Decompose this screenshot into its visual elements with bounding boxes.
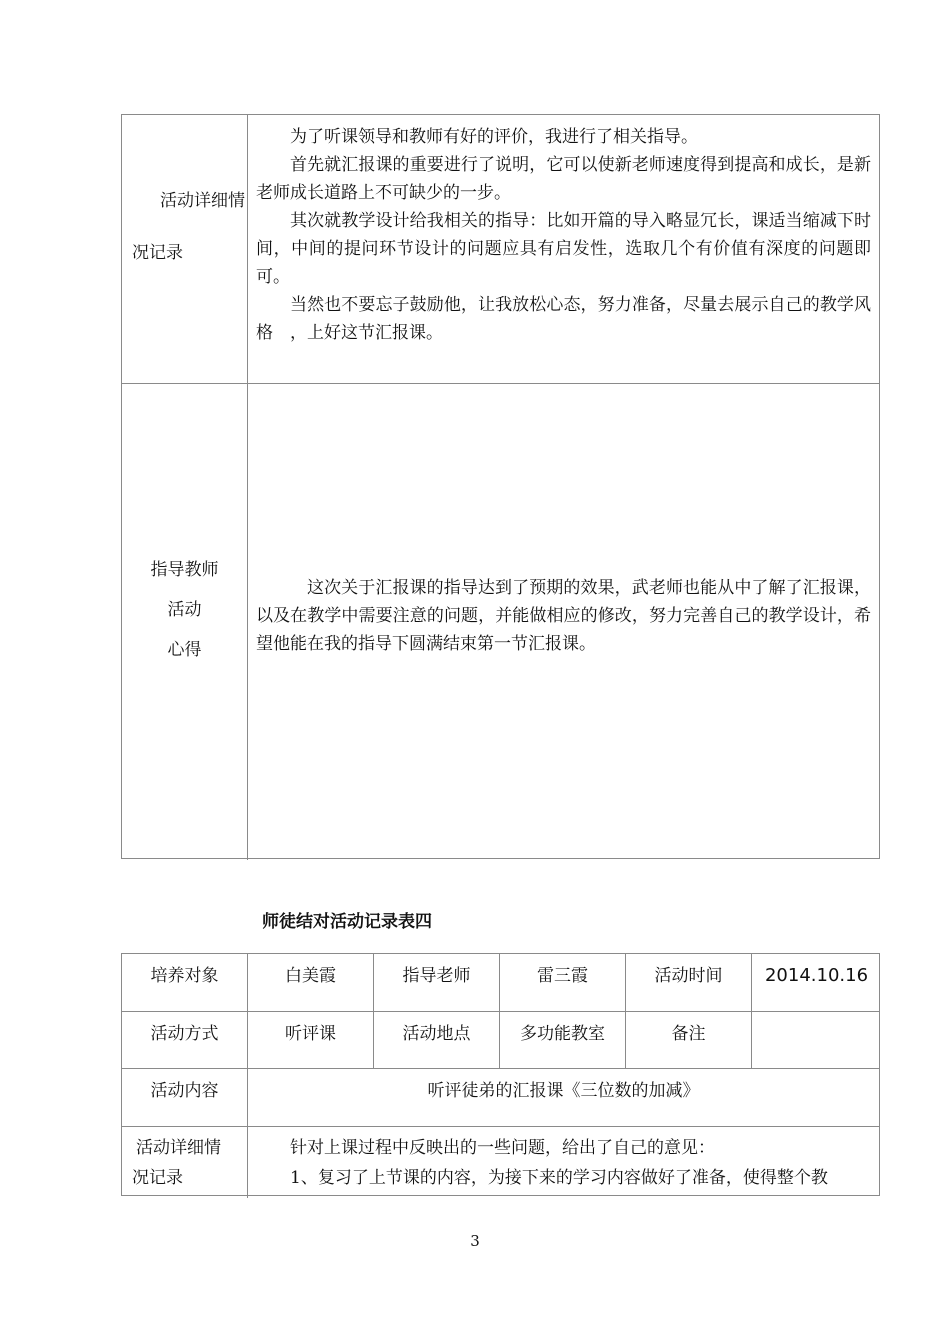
paragraph: 当然也不要忘子鼓励他，让我放松心态，努力准备，尽量去展示自己的教学风格 ，上好这节汇报课。 — [256, 295, 871, 343]
paragraph: 这次关于汇报课的指导达到了预期的效果，武老师也能从中了解了汇报课，以及在教学中需要注意的问题，并能做相应的修改，努力完善自己的教学设计，希望他能在我的指导下圆满结束第一节汇报课。 — [256, 578, 871, 654]
mentor-reflection-content — [248, 384, 879, 860]
paragraph: 针对上课过程中反映出的一些问题，给出了自己的意见： — [290, 1138, 715, 1158]
trainee-label: 培养对象 — [122, 954, 248, 1011]
activity-details-label — [122, 115, 248, 383]
activity-content-row — [122, 1069, 879, 1127]
trainee-value: 白美霞 — [248, 954, 374, 1011]
info-row-2 — [122, 1012, 879, 1069]
activity-details-content — [248, 115, 879, 383]
paragraph: 1、复习了上节课的内容，为接下来的学习内容做好了准备，使得整个教 — [290, 1168, 828, 1188]
activity-content-label: 活动内容 — [122, 1069, 248, 1126]
paragraph: 首先就汇报课的重要进行了说明，它可以使新老师速度得到提高和成长，是新老师成长道路上不可缺少的一步。 — [256, 155, 871, 203]
label-line: 活动详细情 — [136, 1138, 221, 1158]
remarks-label: 备注 — [626, 1012, 752, 1068]
record-table-3-continued — [121, 114, 880, 859]
label-line: 活动 — [167, 600, 202, 620]
page-number: 3 — [470, 1232, 480, 1250]
table-heading: 师徒结对活动记录表四 — [262, 912, 432, 932]
label-line: 况记录 — [132, 243, 183, 263]
activity-time-value: 2014.10.16 — [764, 965, 869, 986]
remarks-value — [752, 1012, 881, 1068]
activity-location-value: 多功能教室 — [500, 1012, 626, 1068]
label-line: 指导教师 — [150, 560, 219, 580]
paragraph: 其次就教学设计给我相关的指导：比如开篇的导入略显冗长，课适当缩减下时间，中间的提问环节设计的问题应具有启发性，选取几个有价值有深度的问题即可。 — [256, 211, 871, 287]
info-row-1 — [122, 954, 879, 1012]
mentor-reflection-row — [122, 384, 879, 860]
mentor-label: 指导老师 — [374, 954, 500, 1011]
label-line: 况记录 — [132, 1168, 183, 1188]
activity-content-value: 听评徒弟的汇报课《三位数的加减》 — [427, 1081, 700, 1101]
label-line: 活动详细情 — [160, 191, 245, 211]
activity-method-label: 活动方式 — [122, 1012, 248, 1068]
activity-details-label — [122, 1127, 248, 1198]
activity-details-row-2 — [122, 1127, 879, 1198]
record-table-4 — [121, 953, 880, 1196]
activity-time-label: 活动时间 — [626, 954, 752, 1011]
mentor-reflection-label — [122, 384, 248, 860]
label-line: 心得 — [167, 640, 202, 660]
activity-location-label: 活动地点 — [374, 1012, 500, 1068]
activity-details-content — [248, 1127, 879, 1198]
activity-method-value: 听评课 — [248, 1012, 374, 1068]
paragraph: 为了听课领导和教师有好的评价，我进行了相关指导。 — [290, 127, 698, 147]
mentor-value: 雷三霞 — [500, 954, 626, 1011]
activity-details-row — [122, 115, 879, 384]
